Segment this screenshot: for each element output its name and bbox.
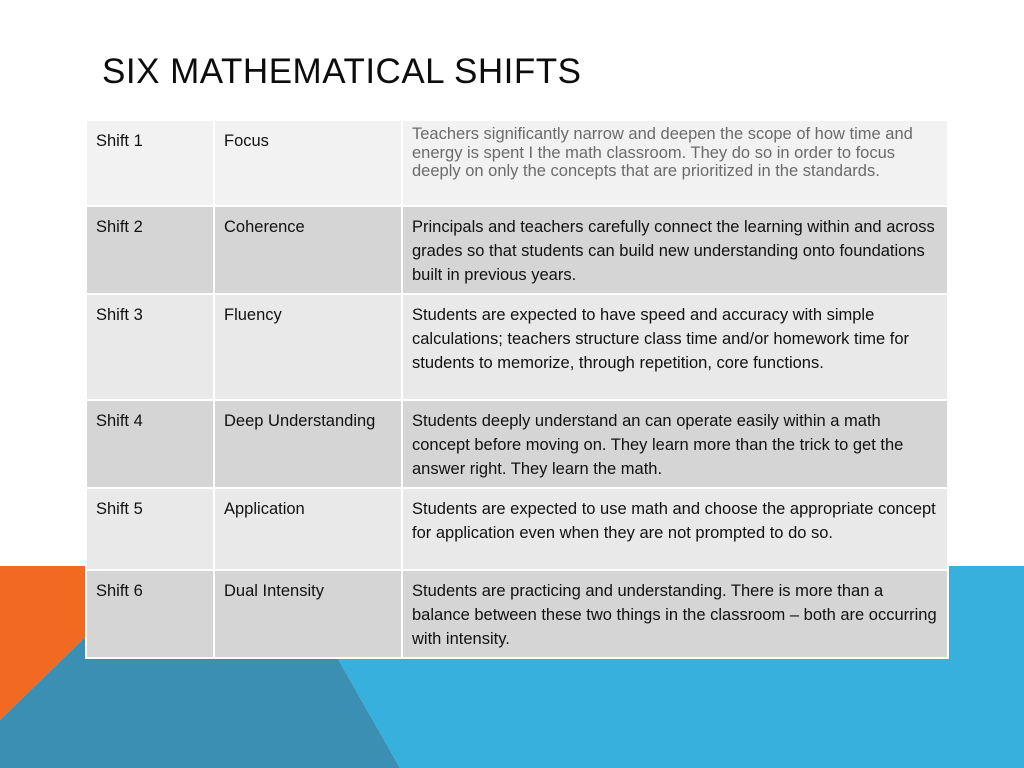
shift-name: Deep Understanding	[214, 400, 402, 488]
table-row	[86, 570, 948, 658]
table-row	[86, 294, 948, 400]
shift-description: Teachers significantly narrow and deepen the scope of how time and energy is spent I the math classroom. They do so in order to focus deeply on only the concepts that are prioritized in the standards.	[402, 120, 948, 206]
shifts-table	[85, 119, 949, 659]
shift-description: Students deeply understand an can operate easily within a math concept before moving on. They learn more than the trick to get the answer right. They learn the math.	[402, 400, 948, 488]
shift-description: Students are expected to use math and choose the appropriate concept for application even when they are not prompted to do so.	[402, 488, 948, 570]
table-row	[86, 400, 948, 488]
shift-name: Coherence	[214, 206, 402, 294]
shift-name: Dual Intensity	[214, 570, 402, 658]
shift-description: Students are practicing and understanding. There is more than a balance between these two things in the classroom – both are occurring with intensity.	[402, 570, 948, 658]
shift-number: Shift 5	[86, 488, 214, 570]
shift-number: Shift 2	[86, 206, 214, 294]
shift-name: Fluency	[214, 294, 402, 400]
table-row	[86, 120, 948, 206]
shift-number: Shift 6	[86, 570, 214, 658]
table-row	[86, 206, 948, 294]
shift-name: Application	[214, 488, 402, 570]
shift-description: Principals and teachers carefully connect the learning within and across grades so that students can build new understanding onto foundations built in previous years.	[402, 206, 948, 294]
shift-number: Shift 1	[86, 120, 214, 206]
slide-title: SIX MATHEMATICAL SHIFTS	[102, 52, 582, 91]
shift-number: Shift 3	[86, 294, 214, 400]
table-row	[86, 488, 948, 570]
shift-name: Focus	[214, 120, 402, 206]
shift-description: Students are expected to have speed and accuracy with simple calculations; teachers structure class time and/or homework time for students to memorize, through repetition, core functions.	[402, 294, 948, 400]
shift-number: Shift 4	[86, 400, 214, 488]
